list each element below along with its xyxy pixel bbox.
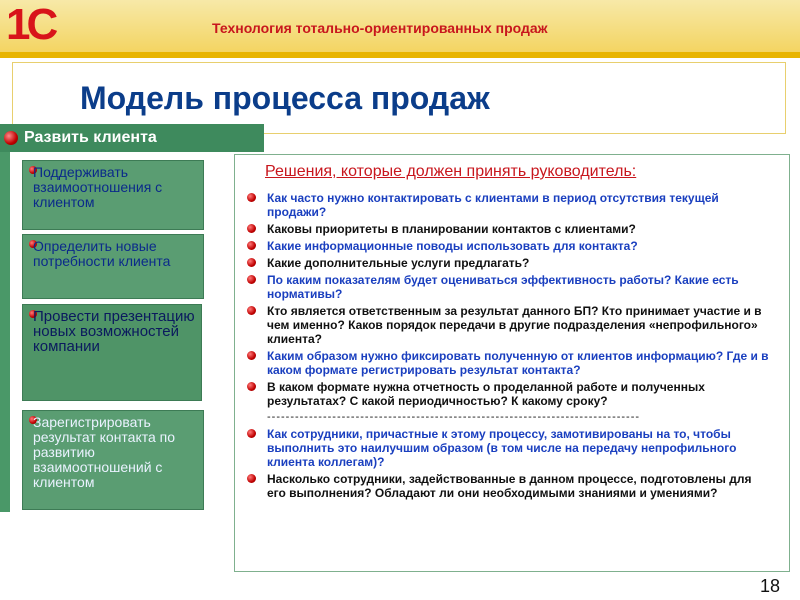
decisions-panel <box>234 154 790 572</box>
develop-client-label: Развить клиента <box>24 129 157 146</box>
left-stripe <box>0 152 10 512</box>
step-card-needs <box>22 234 204 299</box>
bullet-icon <box>247 382 256 391</box>
bullet-icon <box>247 306 256 315</box>
bullet-icon <box>247 241 256 250</box>
logo-text: 1С <box>6 0 55 49</box>
question-item: Какие дополнительные услуги предлагать? <box>243 256 773 270</box>
header-title: Технология тотально-ориентированных продаж <box>212 20 548 36</box>
bullet-icon <box>247 275 256 284</box>
panel-title: Решения, которые должен принять руководитель: <box>265 163 637 180</box>
bullet-icon <box>247 193 256 202</box>
step-text: Определить новые потребности клиента <box>33 238 171 269</box>
step-text: Зарегистрировать результат контакта по развитию взаимоотношений с клиентом <box>33 414 176 490</box>
step-text: Провести презентацию новых возможностей компании <box>33 308 195 355</box>
page-number: 18 <box>760 576 781 596</box>
step-text: Поддерживать взаимоотношения с клиентом <box>33 164 163 210</box>
page-title: Модель процесса продаж <box>80 80 490 116</box>
bullet-icon <box>247 474 256 483</box>
question-item: Как сотрудники, причастные к этому процессу, замотивированы на то, чтобы выполнить это наилучшим образом (в том числе на передачу непрофильного клиента коллегам)? <box>243 427 773 469</box>
bullet-icon <box>247 351 256 360</box>
bullet-icon <box>247 258 256 267</box>
question-item: В каком формате нужна отчетность о проделанной работе и полученных результатах? С какой периодичностью? К какому сроку? <box>243 380 773 408</box>
question-item: Какие информационные поводы использовать для контакта? <box>243 239 773 253</box>
header-stripe <box>0 52 800 58</box>
question-item: По каким показателям будет оцениваться эффективность работы? Какие есть нормативы? <box>243 273 773 301</box>
question-item: Каковы приоритеты в планировании контактов с клиентами? <box>243 222 773 236</box>
logo-1c <box>6 0 82 50</box>
separator: -------------------------------------------------------------------------------- <box>267 411 641 423</box>
step-card-presentation <box>22 304 202 401</box>
develop-client-header <box>0 124 264 152</box>
question-item: Как часто нужно контактировать с клиентами в период отсутствия текущей продажи? <box>243 191 773 219</box>
bullet-icon <box>247 224 256 233</box>
questions-list <box>243 191 773 503</box>
step-card-maintain <box>22 160 204 230</box>
question-item: Насколько сотрудники, задействованные в данном процессе, подготовлены для его выполнения? Обладают ли они необходимыми знаниями и умениями? <box>243 472 773 500</box>
question-item: Кто является ответственным за результат данного БП? Кто принимает участие и в чем именно? Каков порядок передачи в другие подразделения «непрофильного» клиента? <box>243 304 773 346</box>
bullet-icon <box>247 429 256 438</box>
question-item: Каким образом нужно фиксировать полученную от клиентов информацию? Где и в каком формате регистрировать результат контакта? <box>243 349 773 377</box>
bullet-icon <box>4 131 18 145</box>
step-card-register <box>22 410 204 510</box>
